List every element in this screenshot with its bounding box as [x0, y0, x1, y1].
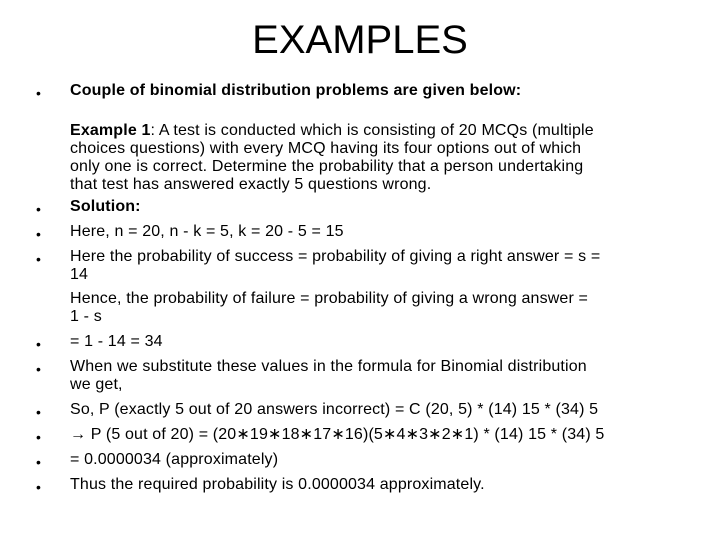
substitute-line-2: we get, [70, 376, 123, 393]
equals-line: = 1 - 14 = 34 [70, 333, 163, 350]
so-line: So, P (exactly 5 out of 20 answers incorrect) = C (20, 5) * (14) 15 * (34) 5 [70, 401, 599, 418]
bullet-marker: • [36, 479, 41, 495]
success-line-1: Here the probability of success = probability of giving a right answer = s = [70, 248, 601, 265]
arrow-line: → P (5 out of 20) = (20∗19∗18∗17∗16)(5∗4∗3∗2∗1) * (14) 15 * (34) 5 [70, 426, 605, 443]
bullet-marker: • [36, 361, 41, 377]
example-text: : A test is conducted which is consisting of 20 MCQs (multiple [150, 122, 594, 139]
example-label: Example 1 [70, 122, 151, 139]
approx-line: = 0.0000034 (approximately) [70, 451, 279, 468]
failure-line-2: 1 - s [70, 308, 102, 325]
substitute-line-1: When we substitute these values in the formula for Binomial distribution [70, 358, 587, 375]
slide-title: EXAMPLES [252, 18, 468, 62]
here-line: Here, n = 20, n - k = 5, k = 20 - 5 = 15 [70, 223, 344, 240]
bullet-marker: • [36, 251, 41, 267]
bullet-marker: • [36, 429, 41, 445]
example-line-1 [70, 122, 670, 140]
example-line-3: only one is correct. Determine the probability that a person undertaking [70, 158, 584, 175]
bullet-marker: • [36, 454, 41, 470]
intro-text: Couple of binomial distribution problems are given below: [70, 82, 522, 99]
example-line-4: that test has answered exactly 5 questions wrong. [70, 176, 432, 193]
thus-line: Thus the required probability is 0.0000034 approximately. [70, 476, 485, 493]
bullet-marker: • [36, 226, 41, 242]
failure-line-1: Hence, the probability of failure = probability of giving a wrong answer = [70, 290, 589, 307]
bullet-marker: • [36, 404, 41, 420]
success-line-2: 14 [70, 266, 89, 283]
solution-label: Solution: [70, 198, 141, 215]
bullet-marker: • [36, 336, 41, 352]
bullet-marker: • [36, 201, 41, 217]
example-line-2: choices questions) with every MCQ having its four options out of which [70, 140, 582, 157]
bullet-marker: • [36, 85, 41, 101]
